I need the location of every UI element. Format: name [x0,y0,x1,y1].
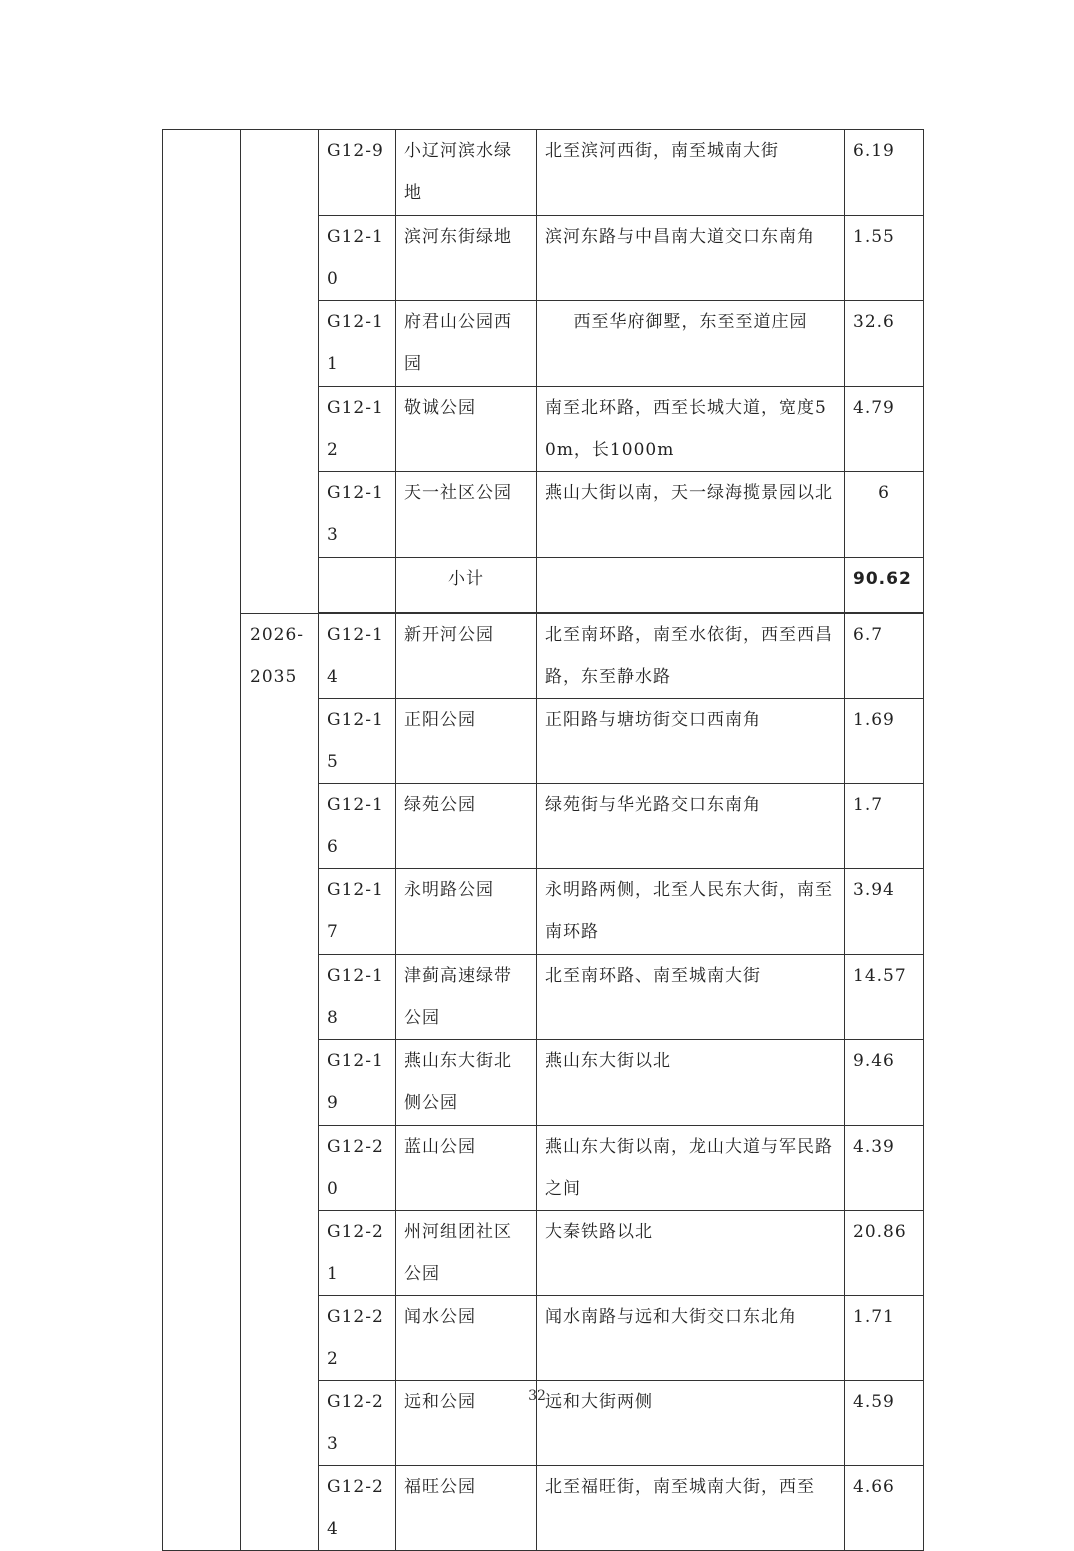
subtotal-label: 小计 [396,558,537,613]
park-area: 6.7 [845,614,924,699]
table-body [163,130,924,1551]
park-area: 6 [845,472,924,558]
park-area: 20.86 [845,1211,924,1296]
park-area: 32.6 [845,301,924,387]
park-name: 闻水公园 [396,1296,537,1381]
park-location: 正阳路与塘坊街交口西南角 [537,699,845,784]
park-code: G12-23 [319,1381,396,1466]
park-location: 永明路两侧，北至人民东大街，南至南环路 [537,869,845,955]
park-code: G12-19 [319,1040,396,1126]
park-name: 燕山东大街北侧公园 [396,1040,537,1126]
park-area: 1.7 [845,784,924,869]
park-location: 燕山东大街以北 [537,1040,845,1126]
park-code: G12-21 [319,1211,396,1296]
park-name: 远和公园 [396,1381,537,1466]
park-name: 新开河公园 [396,614,537,699]
park-name: 福旺公园 [396,1466,537,1551]
park-table [162,129,924,1551]
park-area: 1.69 [845,699,924,784]
park-name: 敬诚公园 [396,387,537,472]
park-area: 14.57 [845,955,924,1040]
park-area: 4.66 [845,1466,924,1551]
park-location: 燕山大街以南，天一绿海揽景园以北 [537,472,845,558]
park-name: 府君山公园西园 [396,301,537,387]
park-location: 大秦铁路以北 [537,1211,845,1296]
park-area: 4.39 [845,1126,924,1211]
park-name: 津蓟高速绿带公园 [396,955,537,1040]
park-code: G12-18 [319,955,396,1040]
park-code: G12-10 [319,216,396,301]
park-location: 滨河东路与中昌南大道交口东南角 [537,216,845,301]
park-code: G12-12 [319,387,396,472]
park-name: 州河组团社区公园 [396,1211,537,1296]
park-location: 远和大街两侧 [537,1381,845,1466]
park-code: G12-13 [319,472,396,558]
park-area: 3.94 [845,869,924,955]
park-area: 4.59 [845,1381,924,1466]
park-name: 正阳公园 [396,699,537,784]
park-location: 北至南环路，南至水依街，西至西昌路，东至静水路 [537,614,845,699]
park-area: 1.71 [845,1296,924,1381]
park-code: G12-17 [319,869,396,955]
table-row [163,130,924,216]
park-code: G12-20 [319,1126,396,1211]
park-code: G12-14 [319,614,396,699]
park-area: 4.79 [845,387,924,472]
park-code: G12-22 [319,1296,396,1381]
park-location: 北至滨河西街，南至城南大街 [537,130,845,216]
category-cell [163,130,241,1551]
subtotal-location-cell [537,558,845,613]
park-name: 蓝山公园 [396,1126,537,1211]
park-code: G12-9 [319,130,396,216]
park-location: 北至福旺街，南至城南大街，西至 [537,1466,845,1551]
period-cell-2: 2026-2035 [241,614,319,1551]
park-name: 天一社区公园 [396,472,537,558]
park-location: 南至北环路，西至长城大道，宽度50m，长1000m [537,387,845,472]
park-location: 燕山东大街以南，龙山大道与军民路之间 [537,1126,845,1211]
period-cell-1 [241,130,319,614]
park-location: 西至华府御墅，东至至道庄园 [537,301,845,387]
park-code: G12-15 [319,699,396,784]
park-area: 1.55 [845,216,924,301]
park-code: G12-11 [319,301,396,387]
park-location: 北至南环路、南至城南大街 [537,955,845,1040]
park-name: 滨河东街绿地 [396,216,537,301]
park-name: 绿苑公园 [396,784,537,869]
park-code: G12-16 [319,784,396,869]
subtotal-value: 90.62 [845,558,924,613]
park-code: G12-24 [319,1466,396,1551]
park-name: 小辽河滨水绿地 [396,130,537,216]
page-number: 32 [528,1388,546,1404]
table-row [163,614,924,699]
park-area: 6.19 [845,130,924,216]
park-location: 闻水南路与远和大街交口东北角 [537,1296,845,1381]
park-area: 9.46 [845,1040,924,1126]
park-name: 永明路公园 [396,869,537,955]
park-location: 绿苑街与华光路交口东南角 [537,784,845,869]
subtotal-code-cell [319,558,396,613]
